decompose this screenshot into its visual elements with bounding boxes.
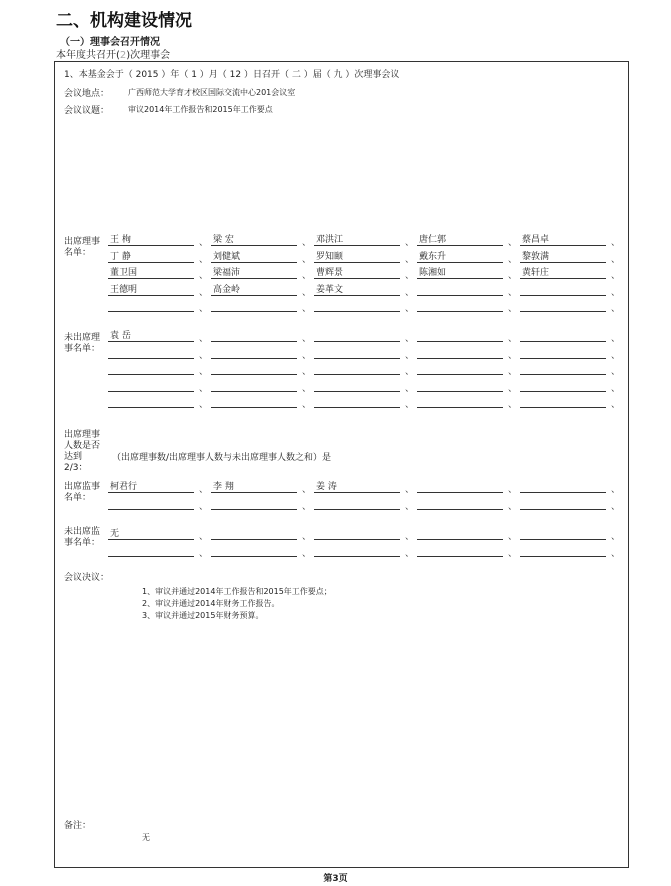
summary-prefix: 本年度共召开(: [56, 50, 120, 61]
name-separator: 、: [199, 334, 209, 344]
meeting-count: 2: [119, 50, 127, 61]
name-entry: 董卫国: [108, 267, 194, 279]
name-entry: [314, 396, 400, 408]
name-separator: 、: [405, 350, 415, 361]
name-separator: 、: [405, 254, 415, 265]
name-separator: 、: [611, 532, 621, 542]
name-separator: 、: [405, 501, 415, 512]
name-separator: 、: [302, 287, 312, 298]
resolution-item: 2、审议并通过2014年财务工作报告。: [142, 599, 280, 608]
name-entry: 蔡昌卓: [520, 234, 606, 246]
name-separator: 、: [302, 485, 312, 495]
name-separator: 、: [302, 367, 312, 377]
name-separator: 、: [302, 350, 312, 361]
name-entry: [417, 545, 503, 557]
name-entry: [211, 363, 297, 375]
name-entry: [314, 330, 400, 342]
location-value: 广西师范大学育才校区国际交流中心201会议室: [128, 88, 296, 97]
name-entry: [314, 300, 400, 312]
name-separator: 、: [199, 238, 209, 248]
name-entry: [108, 545, 194, 557]
name-separator: 、: [508, 334, 518, 344]
name-separator: 、: [302, 304, 312, 314]
notes-label: 备注：: [64, 821, 92, 831]
name-separator: 、: [508, 548, 518, 559]
name-entry: [108, 396, 194, 408]
name-entry: [211, 330, 297, 342]
name-entry: [211, 380, 297, 392]
name-entry: [520, 545, 606, 557]
name-separator: 、: [508, 383, 518, 394]
name-entry: [520, 300, 606, 312]
subsection-title: （一）理事会召开情况: [60, 37, 160, 48]
name-separator: 、: [199, 304, 209, 314]
name-entry: [108, 300, 194, 312]
name-entry: 姜 涛: [314, 481, 400, 493]
meeting-line: 1、本基金会于（ 2015 ）年（ 1 ）月（ 12 ）日召开（ 二 ）届（ 九 ）次理事会议: [64, 70, 400, 80]
name-entry: 姜革文: [314, 284, 400, 296]
name-separator: 、: [199, 287, 209, 298]
summary-suffix: )次理事会: [126, 50, 171, 61]
name-separator: 、: [302, 238, 312, 248]
name-entry: [520, 498, 606, 510]
name-separator: 、: [199, 400, 209, 410]
name-separator: 、: [611, 254, 621, 265]
name-entry: [314, 545, 400, 557]
name-separator: 、: [199, 501, 209, 512]
name-entry: 丁 静: [108, 251, 194, 263]
name-entry: [211, 347, 297, 359]
attended-directors-label: 出席理事名单：: [64, 237, 101, 258]
name-entry: [417, 380, 503, 392]
name-separator: 、: [611, 383, 621, 394]
name-separator: 、: [405, 334, 415, 344]
name-separator: 、: [405, 238, 415, 248]
name-separator: 、: [199, 367, 209, 377]
name-separator: 、: [302, 334, 312, 344]
name-separator: 、: [611, 271, 621, 281]
name-entry: [417, 481, 503, 493]
name-entry: [211, 300, 297, 312]
name-entry: [417, 498, 503, 510]
name-separator: 、: [302, 548, 312, 559]
name-separator: 、: [405, 304, 415, 314]
name-entry: [417, 363, 503, 375]
name-separator: 、: [508, 304, 518, 314]
name-separator: 、: [199, 485, 209, 495]
name-entry: 黎敦满: [520, 251, 606, 263]
name-separator: 、: [508, 238, 518, 248]
section-title: 二、机构建设情况: [56, 11, 192, 31]
meeting-count-summary: [56, 46, 170, 61]
name-separator: 、: [302, 532, 312, 542]
name-entry: [520, 330, 606, 342]
page-number: 第3页: [323, 874, 348, 884]
name-entry: [108, 498, 194, 510]
name-separator: 、: [405, 532, 415, 542]
attended-supervisors-label: 出席监事名单：: [64, 482, 101, 503]
name-separator: 、: [199, 532, 209, 542]
name-separator: 、: [508, 501, 518, 512]
quorum-text: （出席理事数/出席理事人数与未出席理事人数之和）是: [112, 453, 332, 463]
name-separator: 、: [405, 383, 415, 394]
absent-supervisors-label: 未出席监事名单：: [64, 527, 101, 548]
name-separator: 、: [405, 548, 415, 559]
name-entry: [314, 528, 400, 540]
name-separator: 、: [611, 238, 621, 248]
name-separator: 、: [302, 383, 312, 394]
name-entry: 无: [108, 528, 194, 540]
name-entry: [108, 363, 194, 375]
name-separator: 、: [199, 548, 209, 559]
name-entry: 李 翔: [211, 481, 297, 493]
name-separator: 、: [611, 485, 621, 495]
name-entry: [520, 396, 606, 408]
name-entry: [417, 300, 503, 312]
name-entry: [108, 347, 194, 359]
name-entry: [417, 347, 503, 359]
name-entry: [211, 545, 297, 557]
name-separator: 、: [611, 304, 621, 314]
name-entry: [417, 330, 503, 342]
name-separator: 、: [611, 501, 621, 512]
name-separator: 、: [508, 350, 518, 361]
name-separator: 、: [508, 254, 518, 265]
name-entry: [211, 498, 297, 510]
name-entry: [417, 284, 503, 296]
name-separator: 、: [611, 400, 621, 410]
location-label: 会议地点：: [64, 89, 110, 99]
name-separator: 、: [508, 400, 518, 410]
meeting-record-box: [54, 61, 629, 868]
topic-label: 会议议题：: [64, 106, 110, 116]
name-entry: 柯君行: [108, 481, 194, 493]
name-entry: [520, 363, 606, 375]
name-entry: 曹辉景: [314, 267, 400, 279]
name-entry: 黄轩庄: [520, 267, 606, 279]
name-entry: [520, 528, 606, 540]
name-separator: 、: [611, 287, 621, 298]
name-separator: 、: [508, 287, 518, 298]
name-separator: 、: [611, 548, 621, 559]
name-entry: [520, 347, 606, 359]
name-separator: 、: [508, 367, 518, 377]
topic-value: 审议2014年工作报告和2015年工作要点: [128, 105, 273, 114]
name-entry: 唐仁郭: [417, 234, 503, 246]
name-separator: 、: [199, 383, 209, 394]
name-separator: 、: [405, 271, 415, 281]
absent-directors-label: 未出席理事名单：: [64, 333, 101, 354]
name-separator: 、: [405, 400, 415, 410]
name-entry: [108, 380, 194, 392]
name-entry: 罗知颐: [314, 251, 400, 263]
name-entry: 袁 岳: [108, 330, 194, 342]
name-entry: [520, 481, 606, 493]
name-separator: 、: [199, 271, 209, 281]
name-separator: 、: [508, 271, 518, 281]
name-separator: 、: [611, 350, 621, 361]
name-separator: 、: [405, 485, 415, 495]
name-separator: 、: [302, 400, 312, 410]
name-separator: 、: [302, 254, 312, 265]
name-entry: [314, 380, 400, 392]
name-separator: 、: [302, 271, 312, 281]
name-entry: 戴东升: [417, 251, 503, 263]
name-entry: 梁 宏: [211, 234, 297, 246]
name-separator: 、: [199, 350, 209, 361]
name-entry: [314, 363, 400, 375]
name-entry: [417, 528, 503, 540]
name-entry: 高金岭: [211, 284, 297, 296]
notes-value: 无: [142, 833, 150, 842]
resolution-item: 1、审议并通过2014年工作报告和2015年工作要点；: [142, 587, 332, 596]
name-entry: [417, 396, 503, 408]
name-separator: 、: [508, 485, 518, 495]
name-entry: [314, 498, 400, 510]
name-separator: 、: [405, 287, 415, 298]
name-entry: [314, 347, 400, 359]
name-separator: 、: [405, 367, 415, 377]
name-separator: 、: [508, 532, 518, 542]
name-separator: 、: [302, 501, 312, 512]
name-entry: 陈湘如: [417, 267, 503, 279]
name-separator: 、: [199, 254, 209, 265]
name-entry: [211, 528, 297, 540]
name-entry: 梁福沛: [211, 267, 297, 279]
resolutions-label: 会议决议：: [64, 573, 110, 583]
name-entry: 刘健斌: [211, 251, 297, 263]
quorum-label: 出席理事人数是否达到2/3：: [64, 430, 101, 473]
name-entry: [211, 396, 297, 408]
name-separator: 、: [611, 334, 621, 344]
name-entry: 王 栒: [108, 234, 194, 246]
name-entry: 王德明: [108, 284, 194, 296]
name-entry: 邓洪江: [314, 234, 400, 246]
name-entry: [520, 284, 606, 296]
resolution-item: 3、审议并通过2015年财务预算。: [142, 611, 264, 620]
name-entry: [520, 380, 606, 392]
name-separator: 、: [611, 367, 621, 377]
